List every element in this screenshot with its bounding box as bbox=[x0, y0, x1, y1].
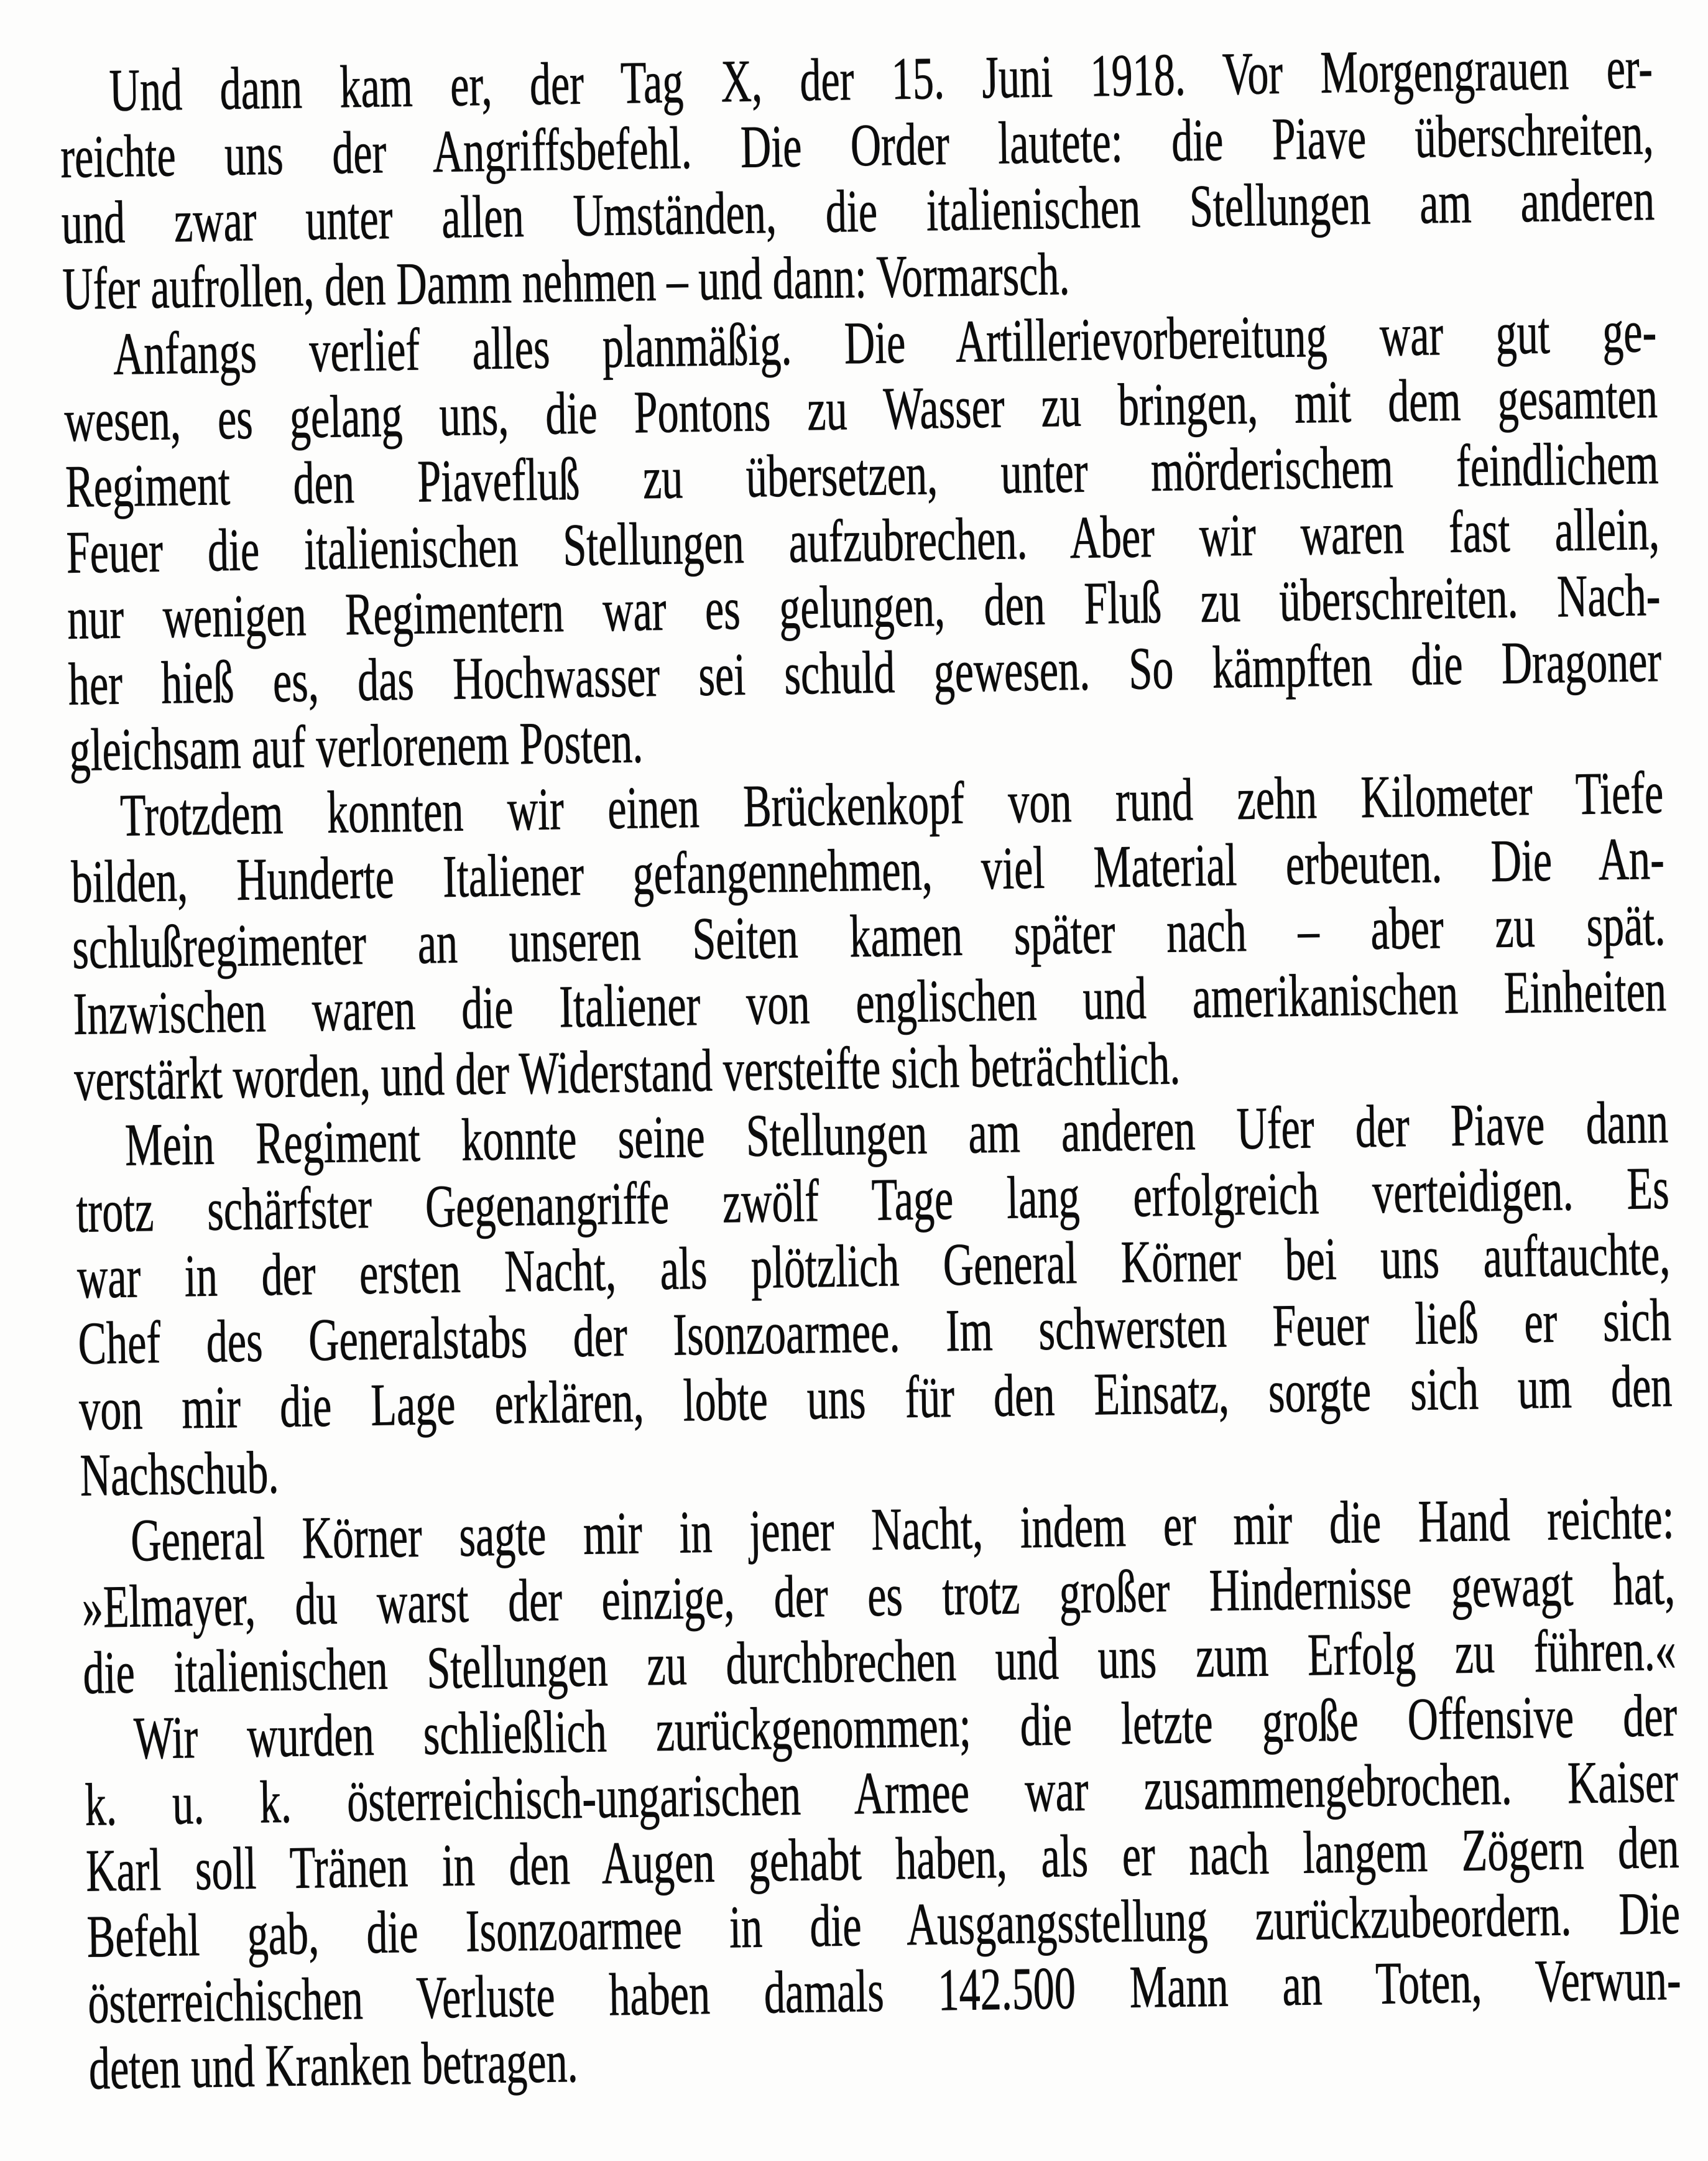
text-line-content: Anfangs verlief alles planmäßig. Die Artillerievorbereitung war gut ge- bbox=[113, 297, 1657, 387]
text-line-content: Chef des Generalstabs der Isonzoarmee. Im schwersten Feuer ließ er sich bbox=[77, 1286, 1672, 1377]
text-line-content: deten und Kranken betragen. bbox=[88, 2027, 579, 2102]
text-line-content: Ufer aufrollen, den Damm nehmen – und dann: Vormarsch. bbox=[62, 240, 1071, 322]
text-line-content: verstärkt worden, und der Widerstand versteifte sich beträchtlich. bbox=[73, 1030, 1181, 1113]
text-line-content: »Elmayer, du warst der einzige, der es trotz großer Hindernisse gewagt hat, bbox=[81, 1550, 1676, 1640]
text-line-content: österreichischen Verluste haben damals 142.500 Mann an Toten, Verwun- bbox=[87, 1945, 1682, 2036]
text-line-content: Befehl gab, die Isonzoarmee in die Ausgangsstellung zurückzubeordern. Die bbox=[86, 1879, 1681, 1970]
text-line-content: bilden, Hunderte Italiener gefangennehmen, viel Material erbeuten. Die An- bbox=[70, 825, 1665, 915]
text-line-content: Regiment den Piavefluß zu übersetzen, unter mörderischem feindlichem bbox=[65, 429, 1660, 520]
text-line-content: Karl soll Tränen in den Augen gehabt haben, als er nach langem Zögern den bbox=[85, 1813, 1680, 1904]
text-line-content: Mein Regiment konnte seine Stellungen am anderen Ufer der Piave dann bbox=[124, 1088, 1669, 1178]
text-line-content: General Körner sagte mir in jener Nacht, indem er mir die Hand reichte: bbox=[130, 1484, 1675, 1574]
text-line-content: Nachschub. bbox=[80, 1439, 280, 1509]
text-line-content: Inzwischen waren die Italiener von englischen und amerikanischen Einheiten bbox=[72, 956, 1667, 1047]
text-line-content: gleichsam auf verlorenem Posten. bbox=[68, 708, 644, 784]
text-line-content: k. u. k. österreichisch-ungarischen Armee war zusammengebrochen. Kaiser bbox=[84, 1747, 1679, 1838]
text-line-content: Feuer die italienischen Stellungen aufzubrechen. Aber wir waren fast allein, bbox=[65, 495, 1660, 586]
text-line-content: und zwar unter allen Umständen, die italienischen Stellungen am anderen bbox=[61, 165, 1655, 256]
text-line-content: Wir wurden schließlich zurückgenommen; die letzte große Offensive der bbox=[133, 1682, 1678, 1772]
text-line-content: Trotzdem konnten wir einen Brückenkopf von rund zehn Kilometer Tiefe bbox=[119, 759, 1664, 849]
page-text-block bbox=[59, 35, 1683, 2102]
text-line-content: trotz schärfster Gegenangriffe zwölf Tage lang erfolgreich verteidigen. Es bbox=[75, 1154, 1670, 1245]
text-line-content: nur wenigen Regimentern war es gelungen, den Fluß zu überschreiten. Nach- bbox=[67, 561, 1661, 652]
text-line-content: die italienischen Stellungen zu durchbrechen und uns zum Erfolg zu führen.« bbox=[82, 1616, 1677, 1706]
text-line-content: wesen, es gelang uns, die Pontons zu Wasser zu bringen, mit dem gesamten bbox=[63, 363, 1658, 454]
text-line-content: her hieß es, das Hochwasser sei schuld gewesen. So kämpften die Dragoner bbox=[68, 627, 1662, 718]
text-line-content: reichte uns der Angriffsbefehl. Die Order lautete: die Piave überschreiten, bbox=[60, 99, 1655, 190]
text-line-content: schlußregimenter an unseren Seiten kamen später nach – aber zu spät. bbox=[72, 891, 1666, 981]
text-line-content: war in der ersten Nacht, als plötzlich General Körner bei uns auftauchte, bbox=[76, 1220, 1671, 1311]
text-line-content: Und dann kam er, der Tag X, der 15. Juni 1918. Vor Morgengrauen er- bbox=[109, 34, 1653, 124]
text-line-content: von mir die Lage erklären, lobte uns für den Einsatz, sorgte sich um den bbox=[78, 1352, 1673, 1443]
